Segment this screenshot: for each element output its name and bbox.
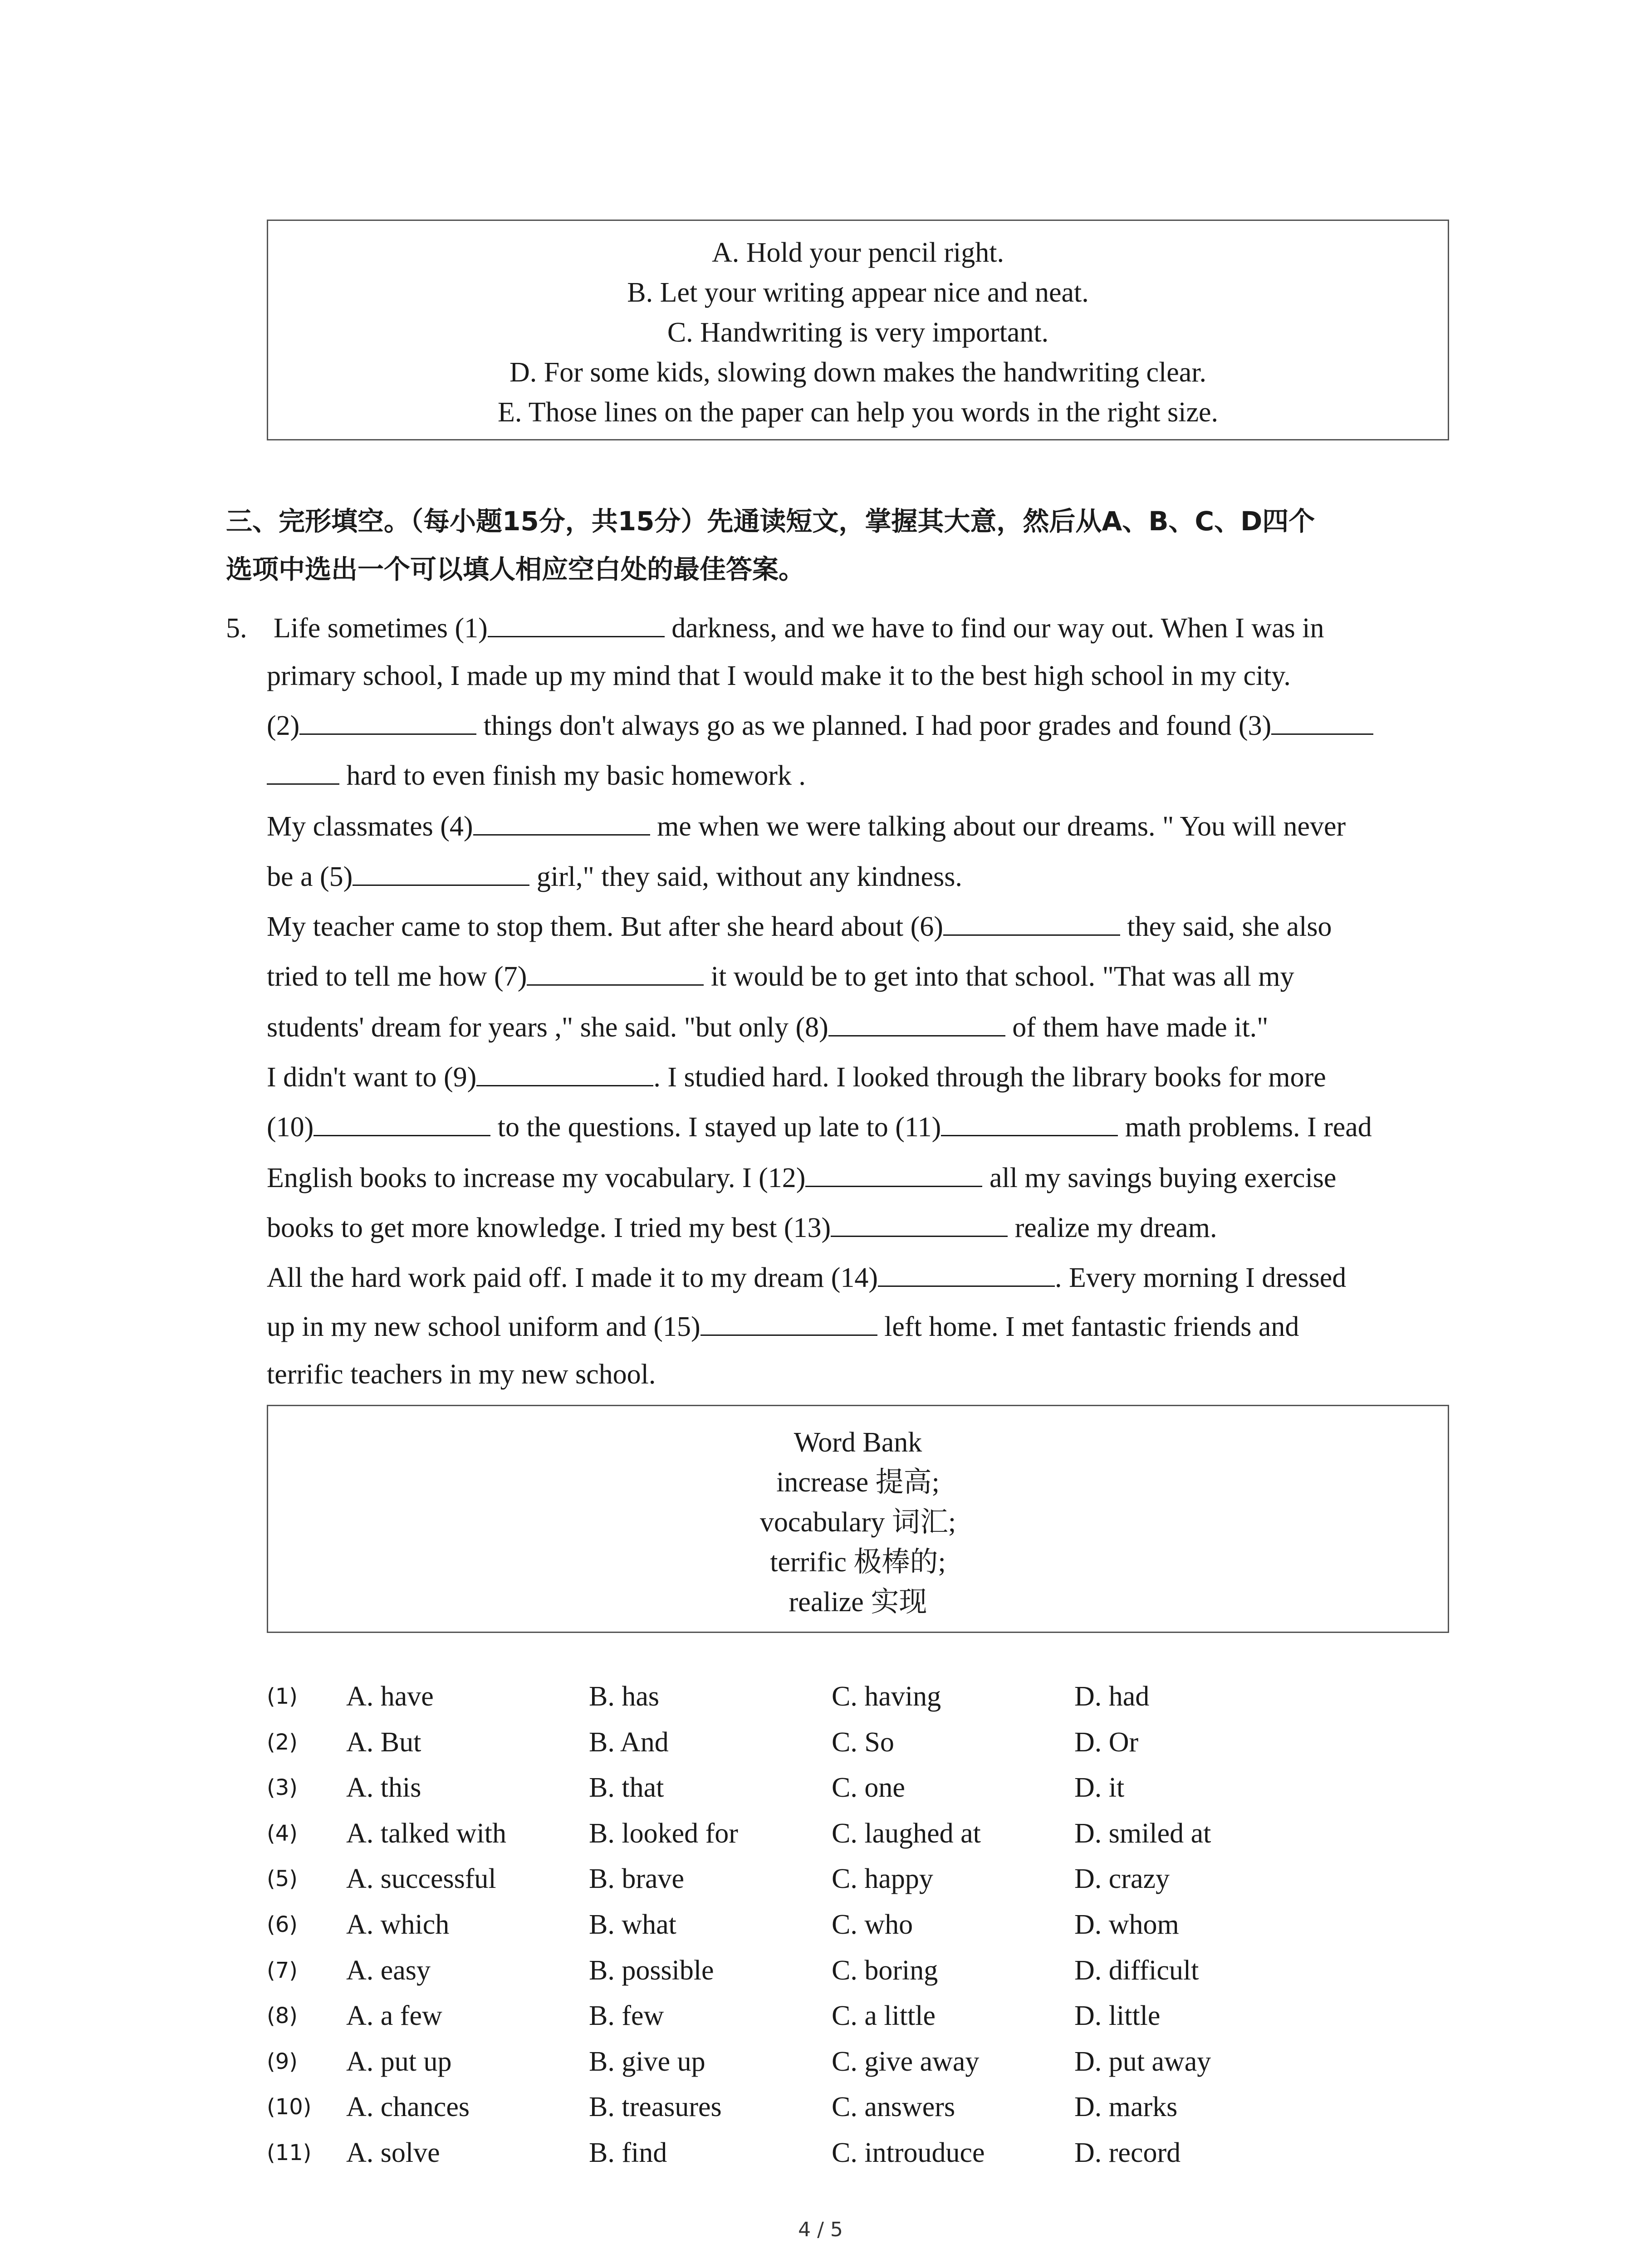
- option-choice-a[interactable]: A. talked with: [346, 1818, 506, 1849]
- option-choice-b[interactable]: B. that: [589, 1772, 664, 1804]
- passage-text: realize my dream.: [1008, 1212, 1217, 1243]
- answer-blank[interactable]: [1271, 708, 1373, 735]
- option-choice-c[interactable]: C. a little: [832, 2000, 936, 2032]
- option-choice-c[interactable]: C. boring: [832, 1955, 938, 1986]
- word-bank-item: realize 实现: [789, 1587, 927, 1618]
- option-choice-a[interactable]: A. successful: [346, 1863, 496, 1895]
- section-heading-line: 选项中选出一个可以填人相应空白处的最佳答案。: [226, 554, 805, 585]
- option-choice-b[interactable]: B. possible: [589, 1955, 714, 1986]
- option-choice-a[interactable]: A. chances: [346, 2092, 470, 2123]
- option-choice-d[interactable]: D. put away: [1074, 2046, 1211, 2077]
- option-choice-c[interactable]: C. laughed at: [832, 1818, 981, 1849]
- option-number: (1): [267, 1684, 298, 1709]
- passage-line: [267, 708, 1373, 744]
- option-number: (3): [267, 1775, 298, 1801]
- word-bank: [267, 1405, 1449, 1633]
- passage-line: [267, 1356, 656, 1393]
- option-choice-a[interactable]: A. solve: [346, 2137, 440, 2168]
- option-choice-c[interactable]: C. happy: [832, 1863, 933, 1895]
- passage-line: [267, 1160, 1336, 1196]
- passage-text: left home. I met fantastic friends and: [877, 1311, 1299, 1342]
- option-number: (6): [267, 1912, 298, 1937]
- word-bank-item: increase 提高;: [776, 1467, 940, 1498]
- option-choice-d[interactable]: D. Or: [1074, 1726, 1139, 1758]
- passage-line: [267, 859, 962, 895]
- passage-text: books to get more knowledge. I tried my best (13): [267, 1212, 831, 1243]
- passage-line: [267, 1260, 1346, 1296]
- option-choice-a[interactable]: A. which: [346, 1909, 450, 1940]
- option-row: [267, 1948, 1446, 1993]
- passage-line: [267, 808, 1346, 845]
- option-choice-d[interactable]: D. crazy: [1074, 1863, 1170, 1895]
- passage-text: girl," they said, without any kindness.: [529, 861, 962, 892]
- word-bank-item: terrific 极棒的;: [770, 1547, 946, 1578]
- option-choice-b[interactable]: B. find: [589, 2137, 667, 2168]
- option-number: (8): [267, 2003, 298, 2029]
- option-choice-a[interactable]: A. have: [346, 1681, 434, 1712]
- option-choice-c[interactable]: C. who: [832, 1909, 913, 1940]
- option-choice-c[interactable]: C. So: [832, 1726, 894, 1758]
- passage-text: students' dream for years ," she said. "but only (8): [267, 1012, 828, 1043]
- option-choice-b[interactable]: B. give up: [589, 2046, 705, 2077]
- answer-blank[interactable]: [700, 1309, 877, 1336]
- passage-text: English books to increase my vocabulary. I (12): [267, 1163, 806, 1193]
- passage-text: All the hard work paid off. I made it to my dream (14): [267, 1262, 878, 1293]
- option-choice-d[interactable]: D. marks: [1074, 2092, 1178, 2123]
- passage-line: [267, 658, 1291, 694]
- answer-blank[interactable]: [314, 1110, 490, 1136]
- option-row: [267, 1902, 1446, 1947]
- question-number: 5.: [226, 613, 247, 644]
- option-choice-d[interactable]: D. it: [1074, 1772, 1125, 1804]
- option-choice-c[interactable]: C. having: [832, 1681, 941, 1712]
- word-bank-item: vocabulary 词汇;: [759, 1507, 956, 1538]
- option-choice-d[interactable]: D. difficult: [1074, 1955, 1199, 1986]
- option-row: [267, 1674, 1446, 1719]
- passage-line: [267, 1009, 1268, 1046]
- answer-blank[interactable]: [943, 909, 1120, 936]
- passage-text: tried to tell me how (7): [267, 961, 527, 992]
- sentence-option: D. For some kids, slowing down makes the handwriting clear.: [509, 357, 1206, 388]
- answer-blank[interactable]: [476, 1060, 653, 1086]
- passage-text: things don't always go as we planned. I had poor grades and found (3): [476, 710, 1272, 741]
- passage-text: darkness, and we have to find our way out. When I was in: [664, 613, 1324, 644]
- answer-blank[interactable]: [353, 859, 529, 886]
- option-choice-b[interactable]: B. looked for: [589, 1818, 738, 1849]
- option-number: (7): [267, 1957, 298, 1983]
- option-number: (4): [267, 1820, 298, 1846]
- option-choice-a[interactable]: A. easy: [346, 1955, 431, 1986]
- option-choice-d[interactable]: D. record: [1074, 2137, 1181, 2168]
- passage-line: [267, 958, 1294, 995]
- sentence-option: E. Those lines on the paper can help you words in the right size.: [497, 397, 1219, 428]
- passage-text: math problems. I read: [1118, 1112, 1372, 1143]
- passage-line: [274, 610, 1324, 646]
- option-choice-b[interactable]: B. what: [589, 1909, 676, 1940]
- word-bank-title: Word Bank: [794, 1427, 922, 1458]
- passage-text: it would be to get into that school. "That was all my: [704, 961, 1294, 992]
- passage-text: . I studied hard. I looked through the library books for more: [653, 1062, 1326, 1093]
- option-choice-c[interactable]: C. one: [832, 1772, 905, 1804]
- answer-blank[interactable]: [299, 708, 476, 735]
- option-choice-b[interactable]: B. treasures: [589, 2092, 722, 2123]
- passage-text: (10): [267, 1112, 314, 1143]
- sentence-options-box: [267, 220, 1449, 440]
- passage-line: [267, 1210, 1217, 1246]
- option-number: (5): [267, 1866, 298, 1892]
- passage-text: primary school, I made up my mind that I would make it to the best high school in my city.: [267, 660, 1291, 691]
- option-choice-d[interactable]: D. smiled at: [1074, 1818, 1211, 1849]
- section-heading-line: 三、完形填空。（每小题15分，共15分）先通读短文，掌握其大意，然后从A、B、C、D四个: [226, 506, 1315, 537]
- passage-text: up in my new school uniform and (15): [267, 1311, 700, 1342]
- option-choice-c[interactable]: C. introuduce: [832, 2137, 985, 2168]
- option-choice-a[interactable]: A. But: [346, 1726, 421, 1758]
- option-choice-d[interactable]: D. had: [1074, 1681, 1150, 1712]
- passage-text: terrific teachers in my new school.: [267, 1359, 656, 1390]
- sentence-option: C. Handwriting is very important.: [667, 317, 1049, 348]
- option-number: (9): [267, 2048, 298, 2074]
- option-row: [267, 1765, 1446, 1810]
- answer-blank[interactable]: [831, 1210, 1008, 1237]
- passage-text: (2): [267, 710, 300, 741]
- answer-blank[interactable]: [527, 959, 704, 986]
- passage-text: . Every morning I dressed: [1055, 1262, 1347, 1293]
- passage-text: My teacher came to stop them. But after she heard about (6): [267, 911, 943, 942]
- page-number: 4 / 5: [798, 2218, 843, 2241]
- passage-line: [267, 909, 1332, 945]
- sentence-option: A. Hold your pencil right.: [711, 237, 1004, 268]
- option-choice-b[interactable]: B. few: [589, 2000, 664, 2032]
- answer-blank[interactable]: [828, 1010, 1005, 1036]
- passage-text: My classmates (4): [267, 811, 473, 842]
- passage-text: they said, she also: [1120, 911, 1332, 942]
- answer-blank[interactable]: [488, 611, 665, 637]
- passage-line: [267, 758, 806, 794]
- answer-blank[interactable]: [473, 809, 650, 836]
- option-number: (11): [267, 2140, 312, 2165]
- option-choice-d[interactable]: D. little: [1074, 2000, 1161, 2032]
- option-choice-d[interactable]: D. whom: [1074, 1909, 1179, 1940]
- option-choice-a[interactable]: A. put up: [346, 2046, 452, 2077]
- option-choice-c[interactable]: C. answers: [832, 2092, 955, 2123]
- option-choice-a[interactable]: A. a few: [346, 2000, 442, 2032]
- passage-line: [267, 1109, 1372, 1145]
- option-choice-b[interactable]: B. brave: [589, 1863, 685, 1895]
- passage-text: to the questions. I stayed up late to (11): [490, 1112, 941, 1143]
- option-choice-b[interactable]: B. And: [589, 1726, 669, 1758]
- passage-text: Life sometimes (1): [274, 613, 488, 644]
- answer-blank[interactable]: [941, 1110, 1118, 1136]
- option-row: [267, 1993, 1446, 2038]
- option-row: [267, 1720, 1446, 1765]
- passage-text: hard to even finish my basic homework .: [339, 760, 806, 791]
- passage-line: [267, 1059, 1326, 1095]
- option-choice-a[interactable]: A. this: [346, 1772, 421, 1804]
- option-choice-b[interactable]: B. has: [589, 1681, 659, 1712]
- option-number: (10): [267, 2094, 312, 2120]
- section-heading: [226, 497, 1460, 593]
- passage-text: be a (5): [267, 861, 353, 892]
- option-number: (2): [267, 1729, 298, 1755]
- option-choice-c[interactable]: C. give away: [832, 2046, 980, 2077]
- option-row: [267, 1811, 1446, 1856]
- option-row: [267, 2084, 1446, 2130]
- passage-text: of them have made it.": [1005, 1012, 1269, 1043]
- passage-line: [267, 1309, 1299, 1345]
- answer-blank[interactable]: [267, 758, 339, 785]
- option-row: [267, 2039, 1446, 2084]
- answer-blank[interactable]: [878, 1260, 1055, 1287]
- passage-text: all my savings buying exercise: [982, 1163, 1337, 1193]
- sentence-option: B. Let your writing appear nice and neat.: [627, 277, 1089, 308]
- option-row: [267, 1856, 1446, 1901]
- passage-text: me when we were talking about our dreams. " You will never: [650, 811, 1346, 842]
- option-row: [267, 2130, 1446, 2175]
- answer-blank[interactable]: [805, 1160, 982, 1187]
- passage-text: I didn't want to (9): [267, 1062, 477, 1093]
